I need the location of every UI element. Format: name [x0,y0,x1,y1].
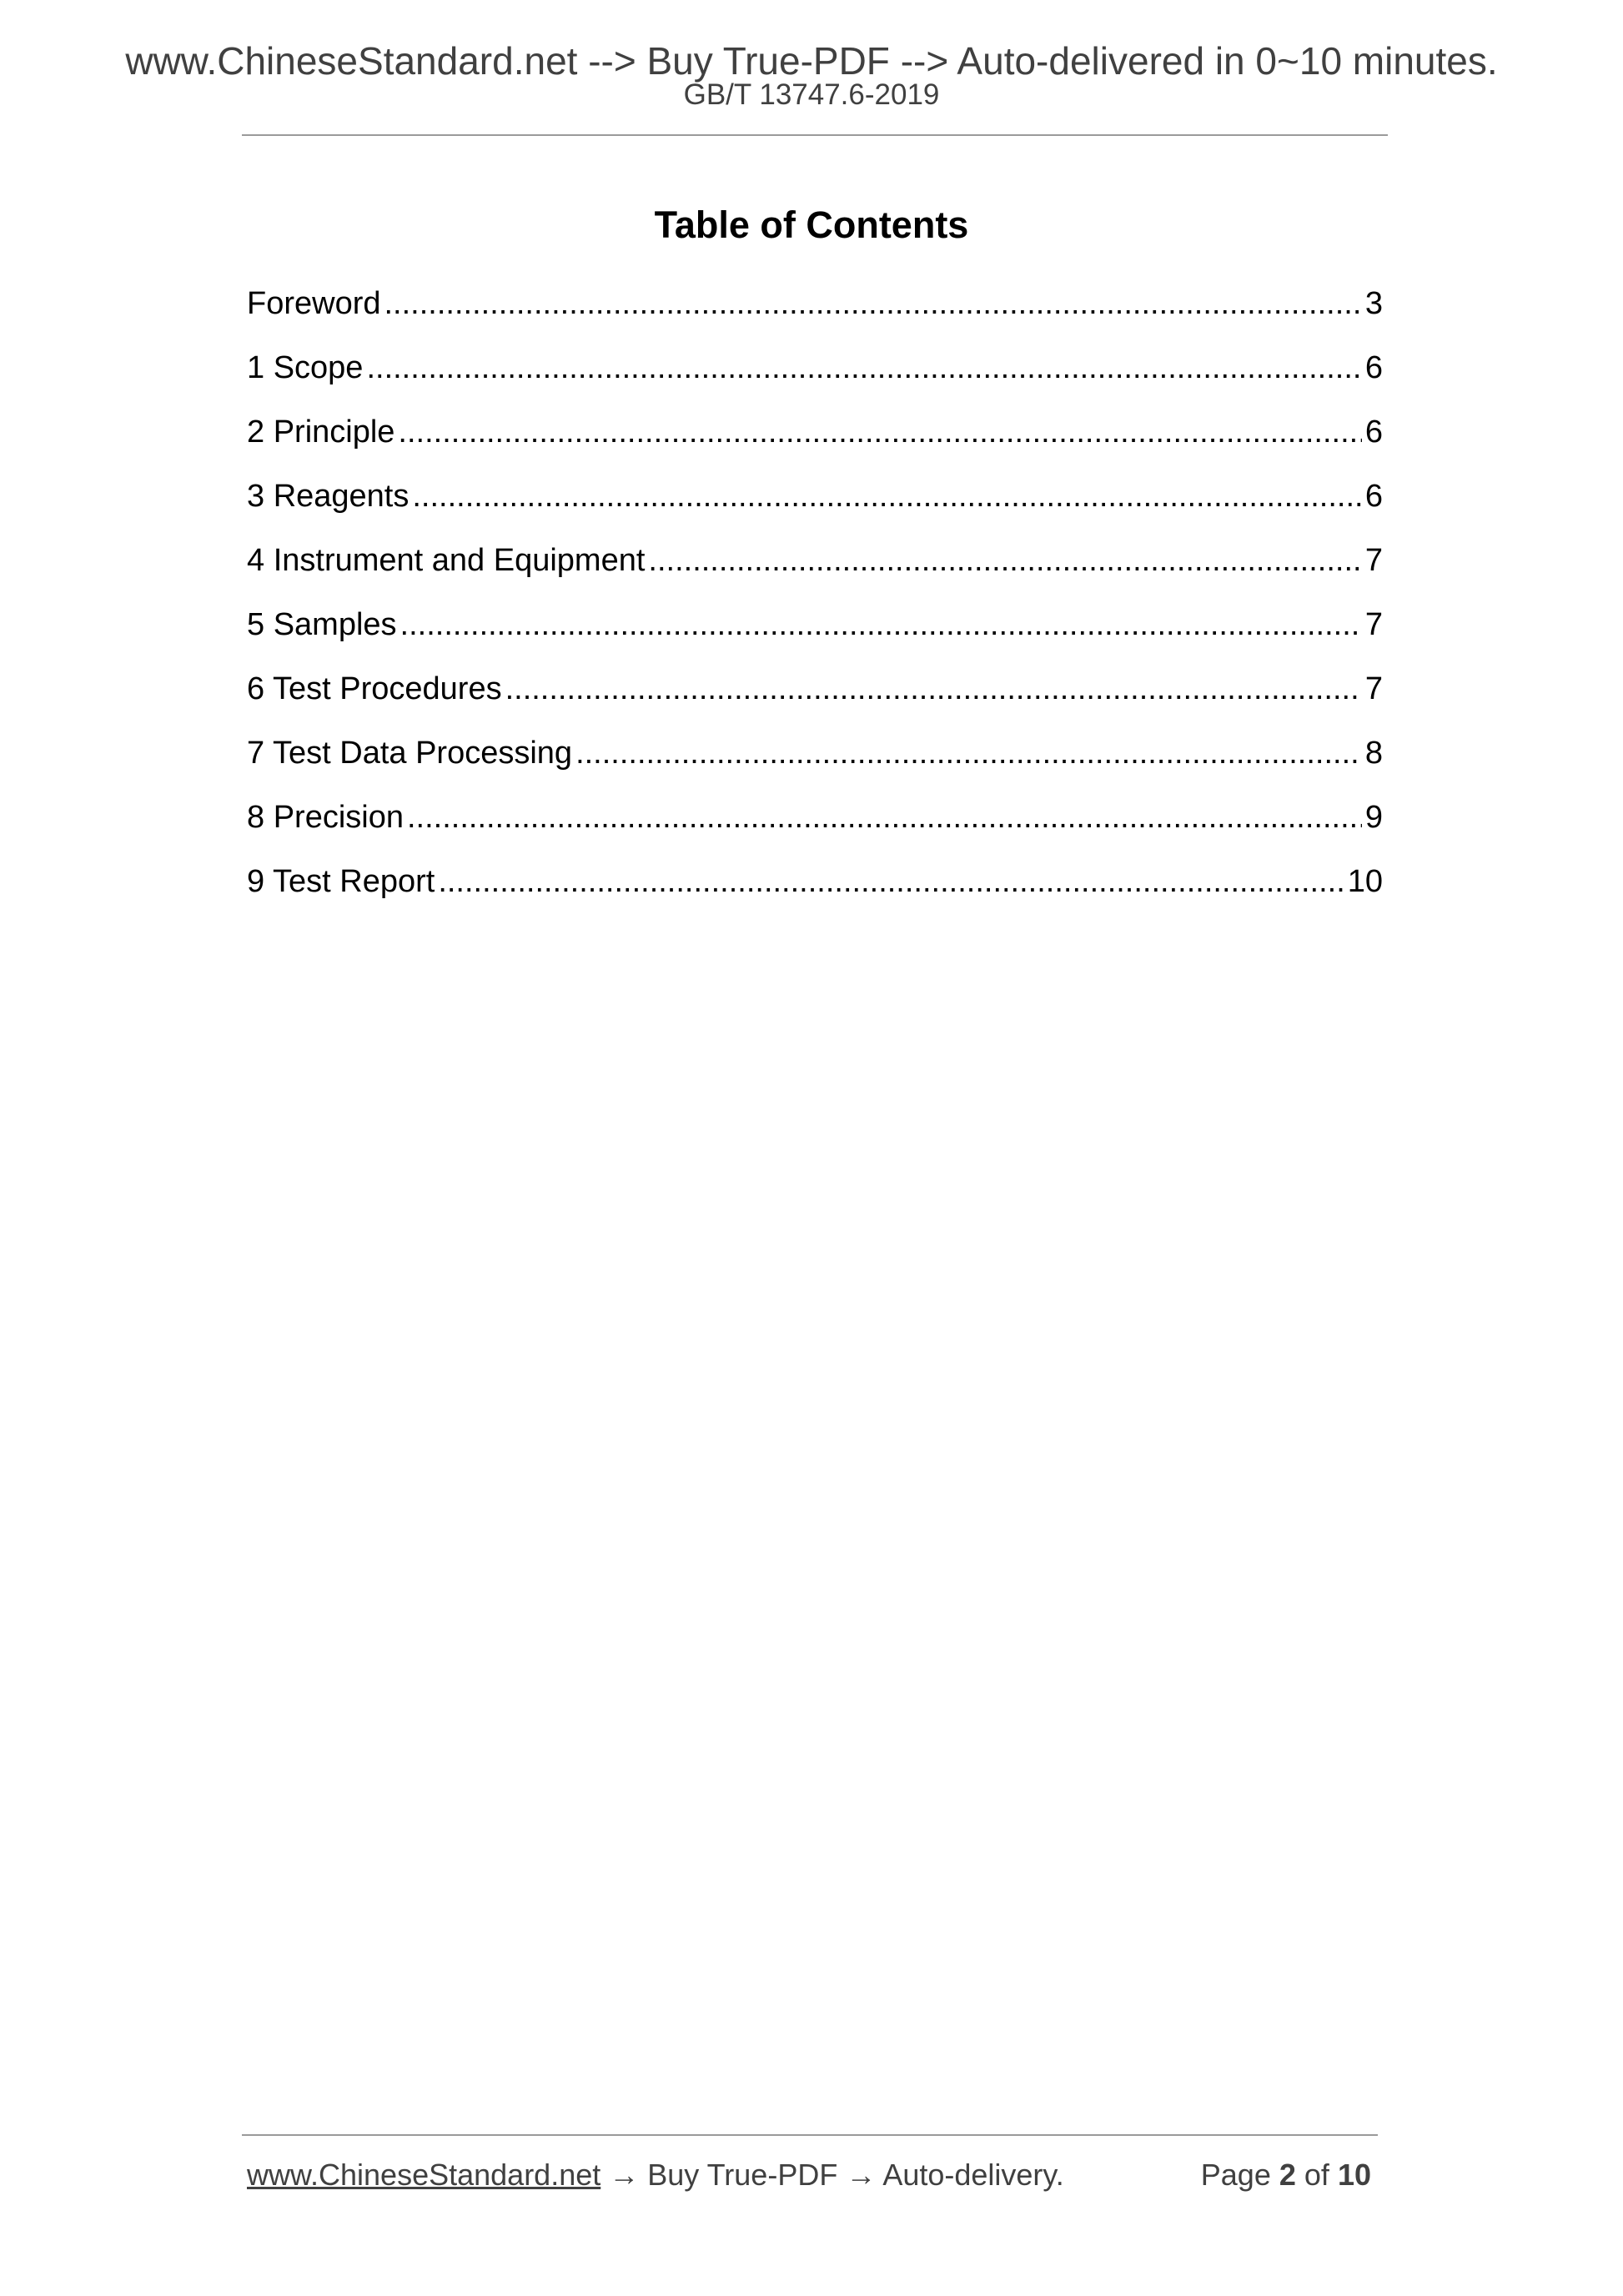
toc-entry-page: 10 [1347,864,1383,899]
toc-entry-samples[interactable] [247,605,1383,669]
page-footer [247,2157,1378,2193]
toc-entry-page: 3 [1364,286,1383,321]
toc-entry-label: 1 Scope [247,350,364,385]
page-word: Page [1200,2158,1271,2192]
toc-entry-test-data-processing[interactable] [247,733,1383,797]
toc-dot-leader [438,862,1344,902]
toc-entry-label: 2 Principle [247,414,395,450]
toc-entry-precision[interactable] [247,797,1383,862]
current-page-number: 2 [1279,2158,1296,2192]
toc-dot-leader [384,284,1362,324]
toc-entry-reagents[interactable] [247,476,1383,540]
toc-entry-label: 3 Reagents [247,479,410,514]
toc-list [247,284,1383,926]
toc-entry-page: 9 [1364,800,1383,835]
toc-entry-page: 8 [1364,736,1383,771]
total-pages-number: 10 [1337,2158,1371,2192]
toc-dot-leader [648,540,1361,580]
toc-entry-instrument-and-equipment[interactable] [247,540,1383,605]
toc-entry-foreword[interactable] [247,284,1383,348]
toc-entry-label: 9 Test Report [247,864,435,899]
toc-dot-leader [575,733,1362,773]
toc-dot-leader [398,412,1361,452]
toc-entry-label: Foreword [247,286,381,321]
toc-entry-page: 6 [1364,414,1383,450]
footer-tagline: → Buy True-PDF → Auto-delivery. [600,2158,1064,2192]
toc-title: Table of Contents [654,203,969,246]
footer-divider [242,2134,1378,2136]
toc-entry-label: 8 Precision [247,800,404,835]
toc-entry-page: 6 [1364,350,1383,385]
document-code: GB/T 13747.6-2019 [683,78,940,111]
toc-dot-leader [412,476,1361,516]
footer-website-link[interactable]: www.ChineseStandard.net [247,2158,601,2192]
toc-entry-label: 5 Samples [247,607,397,642]
toc-entry-label: 7 Test Data Processing [247,736,573,771]
of-word: of [1304,2158,1329,2192]
toc-entry-principle[interactable] [247,412,1383,476]
toc-dot-leader [505,669,1362,709]
toc-dot-leader [366,348,1361,388]
toc-entry-page: 7 [1364,607,1383,642]
header-divider [242,134,1388,136]
toc-entry-label: 6 Test Procedures [247,671,502,706]
toc-entry-test-procedures[interactable] [247,669,1383,733]
toc-entry-page: 7 [1364,543,1383,578]
toc-entry-label: 4 Instrument and Equipment [247,543,646,578]
toc-entry-page: 7 [1364,671,1383,706]
toc-dot-leader [407,797,1362,837]
toc-dot-leader [400,605,1362,645]
toc-entry-page: 6 [1364,479,1383,514]
top-banner: www.ChineseStandard.net --> Buy True-PDF --> Auto-delivered in 0~10 minutes. [125,39,1498,83]
page-indicator [1201,2157,1371,2193]
toc-entry-scope[interactable] [247,348,1383,412]
toc-entry-test-report[interactable] [247,862,1383,926]
